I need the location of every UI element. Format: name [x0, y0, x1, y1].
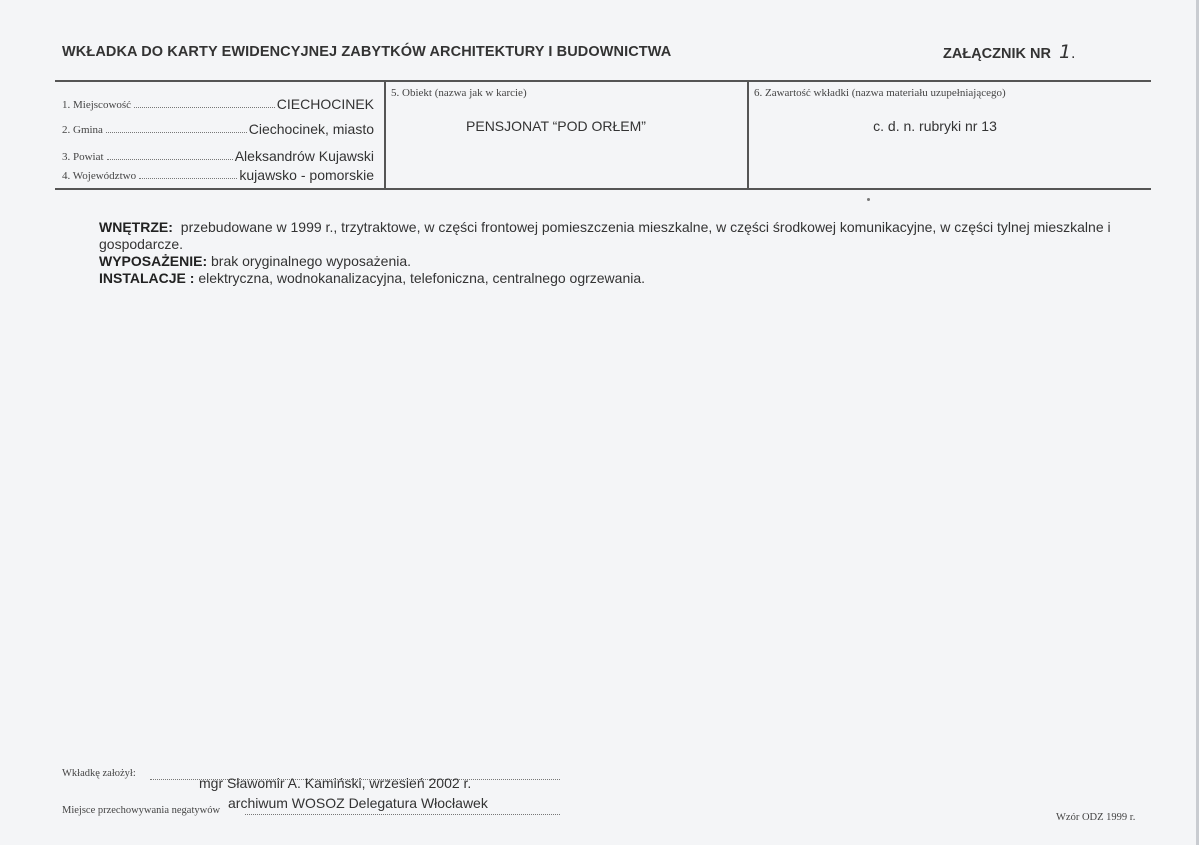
wojewodztwo-label: 4. Województwo	[62, 170, 137, 182]
powiat-dots	[107, 158, 233, 160]
wnetrze-text: przebudowane w 1999 r., trzytraktowe, w części frontowej pomieszczenia mieszkalne, w części środkowej komunikacyjne, w części tylnej mieszkalne i gospodarcze.	[99, 219, 1111, 252]
attachment-suffix: .	[1071, 45, 1076, 62]
field-wojewodztwo	[62, 163, 374, 183]
paper-speck	[867, 198, 870, 201]
table-bottom-rule	[55, 188, 1151, 190]
wojewodztwo-value: kujawsko - pomorskie	[239, 167, 374, 183]
table-divider-1	[384, 80, 386, 189]
instalacje-heading: INSTALACJE :	[99, 270, 195, 286]
object-value: PENSJONAT “POD ORŁEM”	[466, 118, 646, 134]
wyposazenie-text: brak oryginalnego wyposażenia.	[211, 253, 412, 269]
storage-dots	[245, 813, 560, 815]
gmina-label: 2. Gmina	[62, 124, 103, 136]
gmina-dots	[106, 131, 247, 133]
attachment-label: ZAŁĄCZNIK NR	[943, 46, 1051, 62]
author-value: mgr Sławomir A. Kamiński, wrzesień 2002 r.	[199, 775, 472, 791]
table-divider-2	[747, 80, 749, 189]
wnetrze-heading: WNĘTRZE:	[99, 219, 173, 235]
gmina-value: Ciechocinek, miasto	[248, 121, 374, 137]
storage-value: archiwum WOSOZ Delegatura Włocławek	[228, 795, 488, 811]
miejscowosc-value: CIECHOCINEK	[276, 96, 374, 112]
document-title: WKŁADKA DO KARTY EWIDENCYJNEJ ZABYTKÓW ARCHITEKTURY I BUDOWNICTWA	[62, 44, 672, 60]
field-miejscowosc	[62, 92, 374, 112]
wojewodztwo-dots	[139, 177, 237, 179]
miejscowosc-dots	[134, 106, 275, 108]
content-label: 6. Zawartość wkładki (nazwa materiału uzupełniającego)	[754, 87, 1006, 99]
field-gmina	[62, 117, 374, 137]
content-value: c. d. n. rubryki nr 13	[873, 118, 997, 134]
description-body	[99, 219, 1139, 287]
powiat-label: 3. Powiat	[62, 151, 104, 163]
object-label: 5. Obiekt (nazwa jak w karcie)	[391, 87, 527, 99]
wnetrze-paragraph	[99, 219, 1139, 253]
field-powiat	[62, 144, 374, 164]
powiat-value: Aleksandrów Kujawski	[234, 148, 374, 164]
wyposazenie-paragraph	[99, 253, 1139, 270]
storage-label: Miejsce przechowywania negatywów	[62, 805, 221, 816]
wyposazenie-heading: WYPOSAŻENIE:	[99, 253, 208, 269]
table-top-rule	[55, 80, 1151, 82]
instalacje-paragraph	[99, 270, 1139, 287]
attachment-number: 1	[1058, 41, 1072, 63]
miejscowosc-label: 1. Miejscowość	[62, 99, 132, 111]
form-version: Wzór ODZ 1999 r.	[1056, 812, 1136, 823]
author-label: Wkładkę założył:	[62, 768, 136, 779]
instalacje-text: elektryczna, wodnokanalizacyjna, telefoniczna, centralnego ogrzewania.	[198, 270, 646, 286]
attachment-number-block	[943, 41, 1075, 63]
